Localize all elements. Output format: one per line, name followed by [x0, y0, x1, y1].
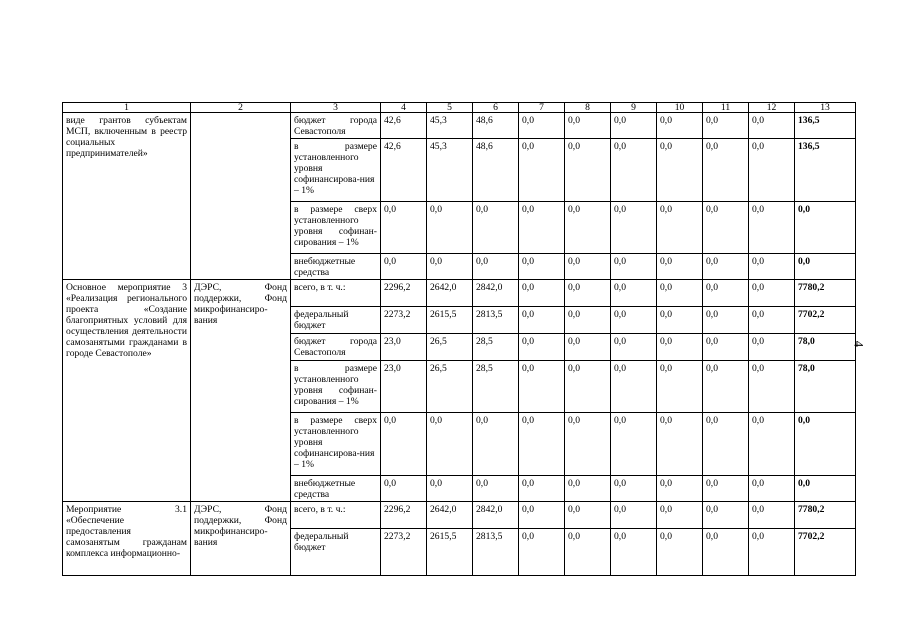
- value-cell: 2842,0: [473, 280, 519, 307]
- value-cell: 0,0: [473, 413, 519, 476]
- value-cell: 0,0: [565, 476, 611, 502]
- value-cell: 0,0: [749, 280, 795, 307]
- value-cell: 0,0: [749, 334, 795, 361]
- value-cell: 0,0: [703, 202, 749, 254]
- value-cell: 0,0: [657, 254, 703, 280]
- value-cell: 0,0: [703, 502, 749, 529]
- value-cell: 0,0: [519, 202, 565, 254]
- value-cell: 48,6: [473, 113, 519, 139]
- value-cell: 0,0: [611, 476, 657, 502]
- value-cell: 0,0: [749, 476, 795, 502]
- value-cell: 0,0: [565, 202, 611, 254]
- value-cell: 2842,0: [473, 502, 519, 529]
- value-cell: 2642,0: [427, 502, 473, 529]
- header-cell: 8: [565, 103, 611, 113]
- value-cell: 0,0: [473, 254, 519, 280]
- value-cell: 0,0: [703, 280, 749, 307]
- header-cell: 3: [291, 103, 381, 113]
- value-cell: 0,0: [611, 361, 657, 413]
- value-cell: 0,0: [749, 502, 795, 529]
- value-cell: 2273,2: [381, 307, 427, 334]
- value-cell: 2615,5: [427, 307, 473, 334]
- value-cell: 0,0: [473, 476, 519, 502]
- value-cell: 26,5: [427, 334, 473, 361]
- value-cell: 0,0: [611, 113, 657, 139]
- table-body: [63, 113, 856, 576]
- header-cell: 4: [381, 103, 427, 113]
- value-cell: 0,0: [519, 502, 565, 529]
- executor-cell: ДЭРС, Фонд поддержки, Фонд микрофинансиро-вания: [191, 280, 291, 502]
- value-cell: 0,0: [657, 139, 703, 202]
- value-cell: 0,0: [519, 334, 565, 361]
- value-cell: 0,0: [657, 476, 703, 502]
- funding-source-cell: всего, в т. ч.:: [291, 502, 381, 529]
- header-cell: 7: [519, 103, 565, 113]
- value-cell: 0,0: [611, 502, 657, 529]
- value-cell: 28,5: [473, 334, 519, 361]
- value-cell: 0,0: [749, 307, 795, 334]
- total-cell: 0,0: [795, 202, 856, 254]
- value-cell: 0,0: [565, 413, 611, 476]
- value-cell: 0,0: [519, 254, 565, 280]
- activity-cell: Основное мероприятие 3 «Реализация регионального проекта «Создание благоприятных условий для осуществления деятельности самозанятыми гражданами в городе Севастополе»: [63, 280, 191, 502]
- value-cell: 45,3: [427, 113, 473, 139]
- value-cell: 0,0: [703, 361, 749, 413]
- value-cell: 2615,5: [427, 529, 473, 576]
- value-cell: 0,0: [703, 334, 749, 361]
- value-cell: 0,0: [611, 202, 657, 254]
- value-cell: 0,0: [427, 254, 473, 280]
- value-cell: 45,3: [427, 139, 473, 202]
- value-cell: 0,0: [519, 529, 565, 576]
- value-cell: 0,0: [657, 113, 703, 139]
- value-cell: 0,0: [703, 113, 749, 139]
- funding-source-cell: внебюджетные средства: [291, 254, 381, 280]
- value-cell: 0,0: [565, 334, 611, 361]
- value-cell: 0,0: [611, 280, 657, 307]
- header-cell: 6: [473, 103, 519, 113]
- budget-table: [62, 102, 856, 576]
- value-cell: 0,0: [703, 413, 749, 476]
- header-cell: 13: [795, 103, 856, 113]
- table-row: [63, 113, 856, 139]
- value-cell: 0,0: [703, 139, 749, 202]
- value-cell: 0,0: [703, 307, 749, 334]
- value-cell: 0,0: [703, 529, 749, 576]
- value-cell: 0,0: [519, 413, 565, 476]
- funding-source-cell: внебюджетные средства: [291, 476, 381, 502]
- funding-source-cell: в размере установленного уровня софинан-сирования – 1%: [291, 361, 381, 413]
- value-cell: 0,0: [611, 413, 657, 476]
- value-cell: 0,0: [749, 113, 795, 139]
- total-cell: 78,0: [795, 334, 856, 361]
- value-cell: 42,6: [381, 139, 427, 202]
- total-cell: 0,0: [795, 254, 856, 280]
- header-cell: 9: [611, 103, 657, 113]
- value-cell: 0,0: [703, 254, 749, 280]
- funding-source-cell: федеральный бюджет: [291, 307, 381, 334]
- value-cell: 0,0: [749, 529, 795, 576]
- value-cell: 0,0: [703, 476, 749, 502]
- value-cell: 0,0: [427, 202, 473, 254]
- total-cell: 78,0: [795, 361, 856, 413]
- header-cell: 10: [657, 103, 703, 113]
- total-cell: 7780,2: [795, 502, 856, 529]
- total-cell: 0,0: [795, 413, 856, 476]
- value-cell: 0,0: [519, 307, 565, 334]
- funding-source-cell: бюджет города Севастополя: [291, 334, 381, 361]
- column-number-header: [63, 103, 856, 113]
- total-cell: 7780,2: [795, 280, 856, 307]
- value-cell: 0,0: [657, 307, 703, 334]
- value-cell: 0,0: [657, 202, 703, 254]
- value-cell: 0,0: [519, 476, 565, 502]
- value-cell: 2813,5: [473, 529, 519, 576]
- value-cell: 0,0: [519, 280, 565, 307]
- header-cell: 1: [63, 103, 191, 113]
- activity-cell: виде грантов субъектам МСП, включенным в реестр социальных предпринимателей»: [63, 113, 191, 280]
- value-cell: 0,0: [427, 413, 473, 476]
- value-cell: 0,0: [565, 113, 611, 139]
- value-cell: 2642,0: [427, 280, 473, 307]
- value-cell: 0,0: [657, 361, 703, 413]
- value-cell: 0,0: [657, 502, 703, 529]
- value-cell: 0,0: [749, 254, 795, 280]
- funding-source-cell: в размере сверх установленного уровня софинан-сирования – 1%: [291, 202, 381, 254]
- value-cell: 0,0: [565, 254, 611, 280]
- total-cell: 0,0: [795, 476, 856, 502]
- funding-source-cell: федеральный бюджет: [291, 529, 381, 576]
- header-cell: 12: [749, 103, 795, 113]
- value-cell: 42,6: [381, 113, 427, 139]
- value-cell: 0,0: [473, 202, 519, 254]
- value-cell: 2273,2: [381, 529, 427, 576]
- value-cell: 0,0: [749, 202, 795, 254]
- header-cell: 5: [427, 103, 473, 113]
- executor-cell: [191, 113, 291, 280]
- value-cell: 0,0: [519, 361, 565, 413]
- value-cell: 0,0: [565, 307, 611, 334]
- total-cell: 136,5: [795, 113, 856, 139]
- value-cell: 0,0: [381, 413, 427, 476]
- funding-source-cell: всего, в т. ч.:: [291, 280, 381, 307]
- total-cell: 136,5: [795, 139, 856, 202]
- value-cell: 2296,2: [381, 280, 427, 307]
- page-number: 4: [851, 340, 867, 348]
- value-cell: 28,5: [473, 361, 519, 413]
- total-cell: 7702,2: [795, 529, 856, 576]
- funding-source-cell: в размере сверх установленного уровня софинансирова-ния – 1%: [291, 413, 381, 476]
- value-cell: 0,0: [611, 307, 657, 334]
- value-cell: 0,0: [565, 529, 611, 576]
- value-cell: 26,5: [427, 361, 473, 413]
- value-cell: 2296,2: [381, 502, 427, 529]
- value-cell: 0,0: [749, 139, 795, 202]
- activity-cell: Мероприятие 3.1 «Обеспечение предоставления самозанятым гражданам комплекса информационно-: [63, 502, 191, 576]
- value-cell: 0,0: [381, 202, 427, 254]
- value-cell: 0,0: [657, 280, 703, 307]
- value-cell: 0,0: [519, 139, 565, 202]
- value-cell: 0,0: [565, 280, 611, 307]
- table-row: [63, 280, 856, 307]
- value-cell: 23,0: [381, 334, 427, 361]
- value-cell: 0,0: [611, 254, 657, 280]
- header-cell: 2: [191, 103, 291, 113]
- value-cell: 0,0: [381, 476, 427, 502]
- header-cell: 11: [703, 103, 749, 113]
- table-row: [63, 502, 856, 529]
- value-cell: 0,0: [657, 529, 703, 576]
- value-cell: 0,0: [611, 334, 657, 361]
- total-cell: 7702,2: [795, 307, 856, 334]
- value-cell: 0,0: [565, 361, 611, 413]
- value-cell: 23,0: [381, 361, 427, 413]
- value-cell: 0,0: [565, 502, 611, 529]
- value-cell: 0,0: [519, 113, 565, 139]
- value-cell: 0,0: [749, 413, 795, 476]
- funding-source-cell: в размере установленного уровня софинансирова-ния – 1%: [291, 139, 381, 202]
- value-cell: 0,0: [381, 254, 427, 280]
- funding-source-cell: бюджет города Севастополя: [291, 113, 381, 139]
- value-cell: 0,0: [657, 334, 703, 361]
- executor-cell: ДЭРС, Фонд поддержки, Фонд микрофинансиро-вания: [191, 502, 291, 576]
- value-cell: 0,0: [565, 139, 611, 202]
- value-cell: 0,0: [427, 476, 473, 502]
- value-cell: 0,0: [611, 529, 657, 576]
- value-cell: 2813,5: [473, 307, 519, 334]
- value-cell: 48,6: [473, 139, 519, 202]
- value-cell: 0,0: [749, 361, 795, 413]
- value-cell: 0,0: [611, 139, 657, 202]
- value-cell: 0,0: [657, 413, 703, 476]
